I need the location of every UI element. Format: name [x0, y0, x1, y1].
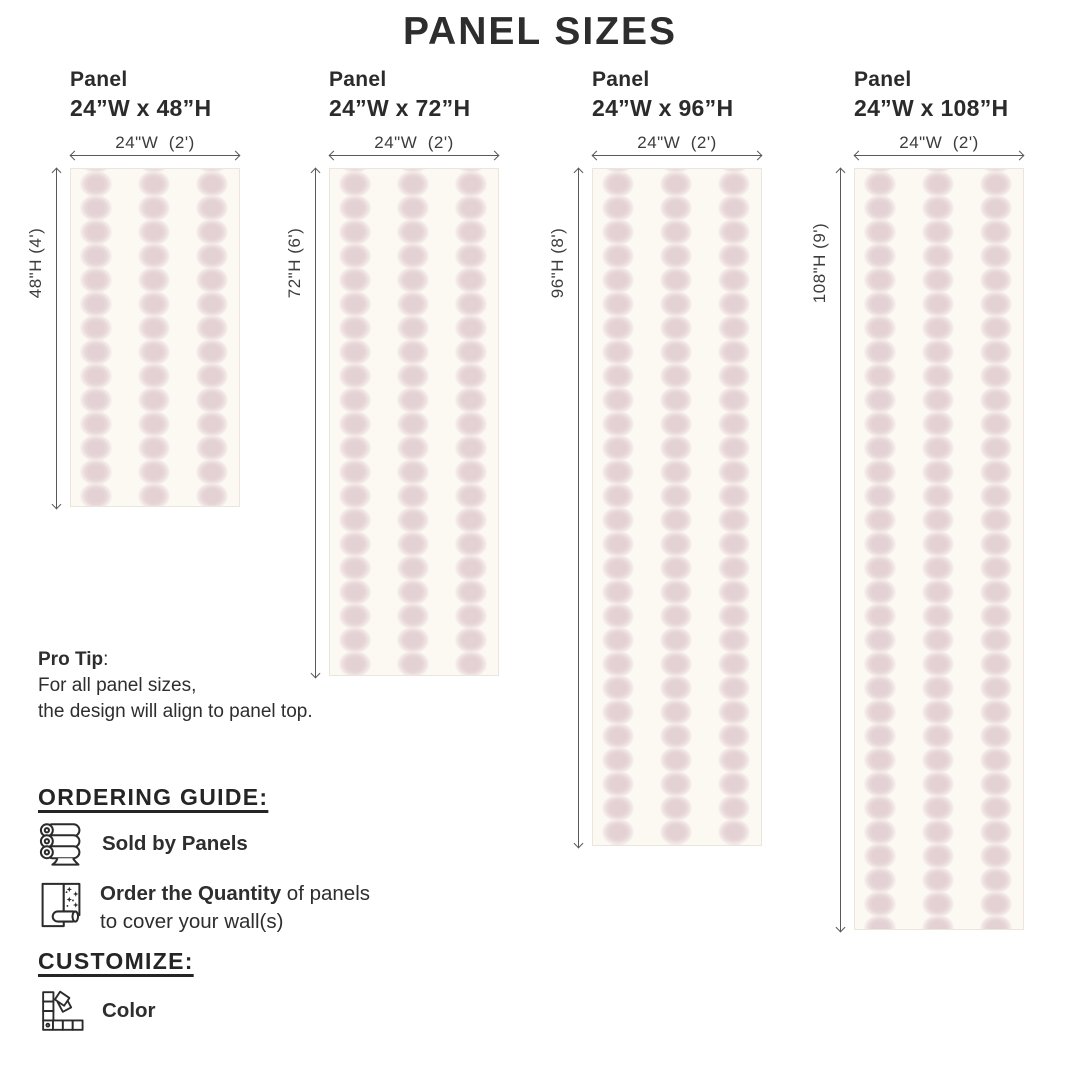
height-dimension-arrow — [315, 169, 316, 677]
color-swatch-fan-icon — [38, 988, 86, 1034]
customize-heading: CUSTOMIZE: — [38, 948, 194, 974]
wallpaper-panel-preview — [592, 168, 762, 846]
panel-group-96 — [548, 66, 762, 299]
width-dimension-arrow — [71, 155, 239, 156]
panel-group-72 — [285, 66, 499, 299]
color-label: Color — [102, 999, 156, 1022]
ordering-guide-heading: ORDERING GUIDE: — [38, 784, 269, 810]
panel-size-label: 24”W x 72”H — [329, 95, 471, 121]
panel-name: Panel — [854, 68, 912, 91]
wallpaper-panel-preview — [70, 168, 240, 507]
panel-width-dimension-label: 24"W (2') — [637, 133, 717, 152]
panel-name: Panel — [70, 68, 128, 91]
width-dimension-arrow — [330, 155, 498, 156]
panel-height-dimension-label: 72"H (6') — [285, 227, 304, 299]
panel-size-label: 24”W x 96”H — [592, 95, 734, 121]
page-title: PANEL SIZES — [402, 10, 678, 53]
width-dimension-arrow — [855, 155, 1023, 156]
wallpaper-panel-preview — [329, 168, 499, 676]
panel-name: Panel — [329, 68, 387, 91]
pro-tip-heading — [38, 647, 313, 673]
order-quantity-label: Order the Quantity — [100, 882, 282, 905]
height-dimension-arrow — [840, 169, 841, 931]
height-dimension-arrow — [56, 169, 57, 508]
wallpaper-rolls-icon — [38, 822, 86, 866]
pro-tip-colon: : — [103, 649, 109, 670]
panel-size-label: 24”W x 108”H — [854, 95, 1009, 121]
panel-height-dimension-label: 96"H (8') — [548, 227, 567, 299]
panel-group-48 — [26, 66, 240, 299]
ordering-guide-item-text: Order the Quantity of panels to cover your wall(s) — [100, 882, 371, 933]
customize-item-color — [38, 988, 156, 1034]
wallpaper-roll-pattern-icon — [38, 880, 84, 930]
height-dimension-arrow — [578, 169, 579, 847]
ordering-guide-item-order-quantity — [38, 880, 370, 936]
panel-height-dimension-label: 108"H (9') — [810, 222, 829, 304]
ordering-guide-item-text — [102, 830, 248, 858]
pro-tip-line: the design will align to panel top. — [38, 701, 313, 722]
panel-size-label: 24”W x 48”H — [70, 95, 212, 121]
panel-group-108 — [810, 66, 1024, 304]
ordering-guide-item-sold-by-panels — [38, 822, 248, 866]
pro-tip-line: For all panel sizes, — [38, 675, 197, 696]
panel-width-dimension-label: 24"W (2') — [899, 133, 979, 152]
pro-tip-label: Pro Tip — [38, 649, 104, 670]
wallpaper-panel-preview — [854, 168, 1024, 930]
width-dimension-arrow — [593, 155, 761, 156]
panel-height-dimension-label: 48"H (4') — [26, 227, 45, 299]
pro-tip — [38, 647, 313, 725]
panel-width-dimension-label: 24"W (2') — [374, 133, 454, 152]
panel-width-dimension-label: 24"W (2') — [115, 133, 195, 152]
panel-name: Panel — [592, 68, 650, 91]
sold-by-panels-label: Sold by Panels — [102, 832, 248, 855]
